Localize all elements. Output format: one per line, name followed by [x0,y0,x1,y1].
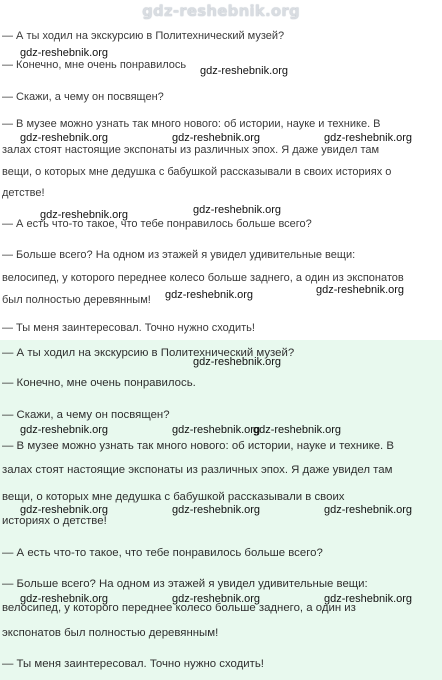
watermark-text: gdz-reshebnik.org [200,65,289,77]
dialogue-line: — Скажи, а чему он посвящен? [2,91,164,103]
watermark-text: gdz-reshebnik.org [20,504,109,516]
dialogue-line: — Конечно, мне очень понравилось [2,59,187,71]
dialogue-line: — А ты ходил на экскурсию в Политехнический музей? [2,30,285,42]
dialogue-line: велосипед, у которого переднее колесо больше заднего, а один из [2,602,356,614]
dialogue-line: залах стоят настоящие экспонаты из различных эпох. Я даже увидел там [2,464,393,476]
dialogue-line: — В музее можно узнать так много нового: об истории, науке и технике. В [2,118,381,130]
watermark-text: gdz-reshebnik.org [316,284,405,296]
watermark-text: gdz-reshebnik.org [172,504,261,516]
dialogue-line: вещи, о которых мне дедушка с бабушкой рассказывали в своих историях о [2,166,392,178]
dialogue-line: залах стоят настоящие экспонаты из различных эпох. Я даже увидел там [2,144,380,156]
watermark-text: gdz-reshebnik.org [20,593,109,605]
watermark-text: gdz-reshebnik.org [193,204,282,216]
watermark-text: gdz-reshebnik.org [165,289,254,301]
dialogue-line: — Ты меня заинтересовал. Точно нужно сходить! [2,322,255,334]
watermark-text: gdz-reshebnik.org [172,593,261,605]
watermark-text: gdz-reshebnik.org [172,132,261,144]
dialogue-line: вещи, о которых мне дедушка с бабушкой рассказывали в своих [2,491,345,503]
watermark-text: gdz-reshebnik.org [20,424,109,436]
watermark-text: gdz-reshebnik.org [193,356,282,368]
watermark-text: gdz-reshebnik.org [253,424,342,436]
dialogue-line: — А есть что-то такое, что тебе понравилось больше всего? [2,218,312,230]
watermark-text: gdz-reshebnik.org [324,593,413,605]
dialogue-line: — А ты ходил на экскурсию в Политехнический музей? [2,347,295,359]
watermark-text: gdz-reshebnik.org [20,132,109,144]
watermark-text: gdz-reshebnik.org [324,504,413,516]
site-header [0,0,442,22]
dialogue-line: был полностью деревянным! [2,294,151,306]
dialogue-line: — Конечно, мне очень понравилось. [2,377,196,389]
dialogue-line: велосипед, у которого переднее колесо больше заднего, а один из экспонатов [2,272,404,284]
dialogue-line: — Больше всего? На одном из этажей я увидел удивительные вещи: [2,578,368,590]
dialogue-line: детстве! [2,187,45,199]
dialogue-line: экспонатов был полностью деревянным! [2,627,219,639]
watermark-text: gdz-reshebnik.org [40,209,129,221]
dialogue-line: — Больше всего? На одном из этажей я увидел удивительные вещи: [2,249,356,261]
watermark-text: gdz-reshebnik.org [172,424,261,436]
dialogue-line: — Ты меня заинтересовал. Точно нужно сходить! [2,658,264,670]
site-logo-text: gdz-reshebnik.org [142,2,300,20]
dialogue-line: — В музее можно узнать так много нового: об истории, науке и технике. В [2,440,394,452]
dialogue-line: — А есть что-то такое, что тебе понравилось больше всего? [2,547,323,559]
watermark-text: gdz-reshebnik.org [324,132,413,144]
dialogue-line: историях о детстве! [2,515,107,527]
dialogue-line: — Скажи, а чему он посвящен? [2,409,170,421]
watermark-text: gdz-reshebnik.org [20,47,109,59]
